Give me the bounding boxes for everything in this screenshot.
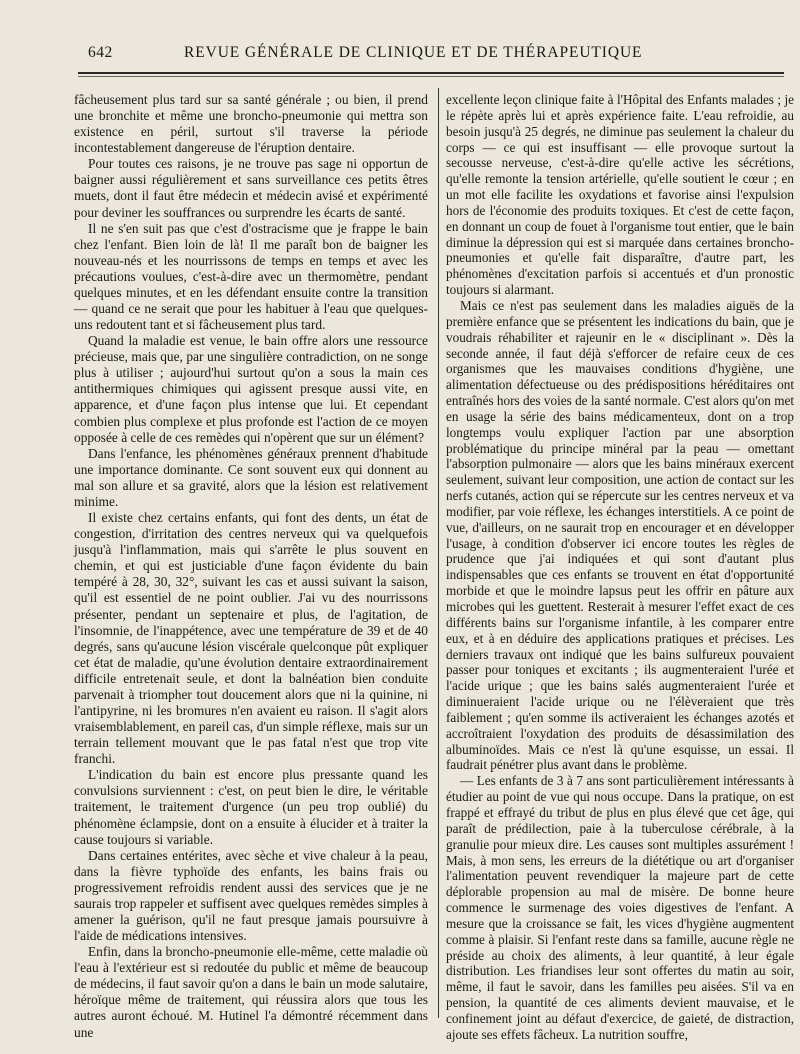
paragraph: — Les enfants de 3 à 7 ans sont particulièrement intéressants à étudier au point de vue qui nous occupe. Dans la pratique, on est frappé et effrayé du tribut de plus en plus élevé que cet âge, qui paraît de prédilection, paie à la tuberculose cérébrale, à la granulie pour mieux dire. Les causes sont multiples assurément ! Mais, à mon sens, les erreurs de la diététique ou art d'organiser l'alimentation peuvent revendiquer la majeure part de cette déplorable propension au mal de misère. De bonne heure commence le surmenage des voies digestives de l'enfant. A mesure que la croissance se fait, les vices d'hygiène augmentent comme à plaisir. Si l'enfant reste dans sa famille, aucune règle ne préside au choix des aliments, à leur quantité, à leur égale distribution. Les friandises leur sont offertes du matin au soir, même, il faut le savoir, dans les familles peu aisées. S'il va en pension, la quantité de ces aliments devient mauvaise, et le confinement joint au défaut d'exercice, de gaieté, de distraction, ajoute ses effets fâcheux. La nutrition souffre, [446, 773, 794, 1042]
paragraph: Il existe chez certains enfants, qui font des dents, un état de congestion, d'irritation des centres nerveux qui va quelquefois jusqu'à l'inflammation, mais qui s'arrête le plus souvent en chemin, et qui est justiciable d'une façon évidente du bain tempéré à 28, 30, 32°, suivant les cas et aussi suivant la saison, qu'il est essentiel de ne point oublier. J'ai vu des nourrissons présenter, pendant un septenaire et plus, de l'agitation, de l'insomnie, de l'inappétence, avec une température de 39 et de 40 degrés, sans qu'aucune lésion viscérale quelconque pût expliquer cet état de maladie, qu'une évolution dentaire extraordinairement difficile entretenait seule, et dont la balnéation bien conduite parvenait à triompher tout doucement alors que ni la quinine, ni l'antipyrine, ni les bromures n'en avaient eu raison. Il s'agit alors vraisemblablement, en pareil cas, d'un simple réflexe, mais sur un terrain tellement mouvant que le pas fatal n'est que trop vite franchi. [74, 510, 428, 767]
page-number: 642 [88, 44, 113, 61]
paragraph: Pour toutes ces raisons, je ne trouve pas sage ni opportun de baigner aussi régulièrement et sans surveillance ces petits êtres muets, dont il faut être médecin et médecin avisé et expérimenté pour deviner les souffrances ou surprendre les écarts de santé. [74, 156, 428, 220]
paragraph: Dans l'enfance, les phénomènes généraux prennent d'habitude une importance dominante. Ce sont souvent eux qui donnent au mal son allure et sa gravité, alors que la lésion est relativement minime. [74, 445, 428, 509]
paragraph: Mais ce n'est pas seulement dans les maladies aiguës de la première enfance que se présentent les indications du bain, que je voudrais réhabiliter et rajeunir en le « disciplinant ». Dès la seconde année, il faut déjà s'efforcer de refaire ceux de ces organismes que les mauvaises conditions d'hygiène, une alimentation défectueuse ou des prédispositions héréditaires ont entraînés hors des voies de la santé normale. C'est alors qu'on met en usage la série des bains médicamenteux, dont on a trop longtemps voulu expliquer l'action par une absorption problématique du principe minéral par la peau — omettant l'absorption pulmonaire — alors que les bains minéraux exercent seulement, suivant leur composition, une action de contact sur les nerfs cutanés, action qui se répercute sur les centres nerveux et va modifier, par voie réflexe, les échanges interstitiels. A ce point de vue, d'ailleurs, on ne saurait trop en encourager et en développer l'usage, à condition d'observer ici encore toutes les règles de prudence que j'ai indiquées et qui sont d'autant plus indispensables que ces enfants se trouvent en état d'opportunité morbide et que le moindre lapsus peut les offrir en pâture aux microbes qui les guettent. Resterait à mesurer l'effet exact de ces différents bains sur l'organisme infantile, à les comparer entre eux, et à en déduire des applications pratiques et précises. Les derniers travaux ont indiqué que les bains sulfureux pouvaient passer pour toniques et excitants ; ils augmenteraient l'urée et l'acide urique ; que les bains salés augmenteraient l'urée et diminueraient l'acide urique ou ne l'élèveraient que très faiblement ; qu'en somme ils activeraient les échanges azotés et accroîtraient l'oxydation des produits de désassimilation des albuminoïdes. Mais ce n'est là qu'une esquisse, un essai. Il faudrait pénétrer plus avant dans le problème. [446, 297, 794, 773]
paragraph: Il ne s'en suit pas que c'est d'ostracisme que je frappe le bain chez l'enfant. Bien loin de là! Il me paraît bon de baigner les nouveau-nés et les nourrissons de temps en temps et avec les précautions voulues, c'est-à-dire avec un thermomètre, pendant quelques minutes, et en les défendant ensuite contre la transition — quand ce ne serait que pour les habituer à l'eau que quelques-uns redoutent tant et si fâcheusement plus tard. [74, 220, 428, 333]
paragraph: Quand la maladie est venue, le bain offre alors une ressource précieuse, mais que, par une singulière contradiction, on ne songe plus à utiliser ; aujourd'hui surtout qu'on a sous la main ces antithermiques chimiques qui agissent presque aussi vite, en apparence, et d'une façon plus intense que lui. Et cependant combien plus complexe et plus profonde est l'action de ce moyen opposée à celle de ces remèdes qui n'opèrent que sur un élément? [74, 333, 428, 445]
paragraph: Dans certaines entérites, avec sèche et vive chaleur à la peau, dans la fièvre typhoïde des enfants, les bains frais ou progressivement refroidis rendent aussi des services que je ne saurais trop rappeler et suffisent avec quelques remèdes simples à amener la guérison, qu'il ne faut presque jamais poursuivre à l'aide de médications intensives. [74, 847, 428, 944]
running-title: REVUE GÉNÉRALE DE CLINIQUE ET DE THÉRAPEUTIQUE [184, 44, 643, 61]
paragraph: fâcheusement plus tard sur sa santé générale ; ou bien, il prend une bronchite et même une broncho-pneumonie qui mettra son existence en péril, surtout s'il traverse la période incontestablement dangereuse de l'éruption dentaire. [74, 92, 428, 156]
right-column [446, 92, 794, 1043]
paragraph: excellente leçon clinique faite à l'Hôpital des Enfants malades ; je le répète après lui et après expérience faite. L'eau refroidie, au besoin jusqu'à 25 degrés, ne diminue pas seulement la chaleur du corps — ce qui est insuffisant — elle provoque surtout la secousse nerveuse, c'est-à-dire qu'elle active les sécrétions, qu'elle remonte la tension artérielle, qu'elle soutient le cœur ; en un mot elle facilite les oxydations et favorise ainsi l'expulsion hors de l'économie des produits toxiques. Et c'est de cette façon, en donnant un coup de fouet à l'organisme tout entier, que le bain diminue la dépression qui est si marquée dans certaines broncho-pneumonies et qu'elle fait disparaître, d'autre part, les phénomènes d'excitation parfois si accentués et d'un pronostic toujours si alarmant. [446, 92, 794, 298]
page-header [88, 44, 788, 68]
header-rule-thin [78, 76, 784, 77]
left-column [74, 92, 428, 1041]
paragraph: Enfin, dans la broncho-pneumonie elle-même, cette maladie où l'eau à l'extérieur est si redoutée du public et même de beaucoup de médecins, il faut savoir qu'on a dans le bain un mode salutaire, héroïque même de traitement, qui réussira alors que tous les autres auront échoué. M. Hutinel l'a démontré récemment dans une [74, 944, 428, 1040]
paragraph: L'indication du bain est encore plus pressante quand les convulsions surviennent : c'est, on peut bien le dire, le véritable traitement, le traitement d'urgence (un peu trop oublié) du phénomène éclampsie, dont on a ensuite à élucider et à traiter la cause toujours si variable. [74, 767, 428, 847]
header-rule [78, 72, 784, 74]
column-divider [438, 88, 439, 1018]
